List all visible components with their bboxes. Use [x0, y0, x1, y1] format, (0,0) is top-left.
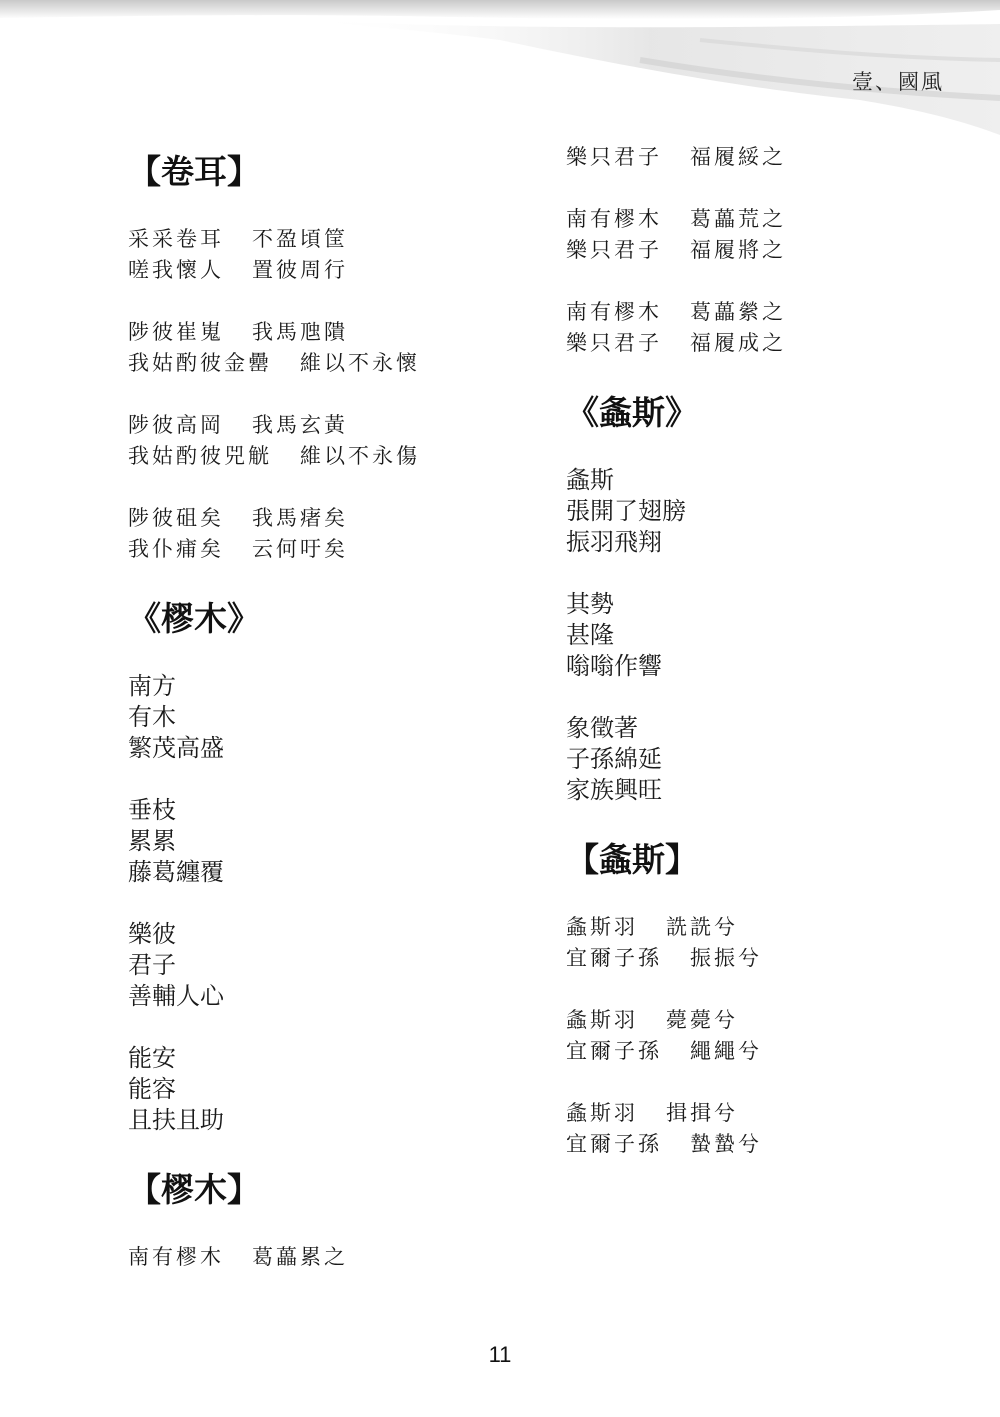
- verse-line: [128, 317, 528, 348]
- verse-second-half: 不盈頃筐: [252, 227, 348, 251]
- verse-first-half: 螽斯羽: [566, 1101, 638, 1125]
- verse-line: 甚隆: [566, 621, 614, 649]
- poem-title: 【樛木】: [128, 1170, 260, 1209]
- verse-line: 張開了翅膀: [566, 497, 686, 525]
- verse-first-half: 宜爾子孫: [566, 1132, 662, 1156]
- verse-second-half: 福履成之: [690, 331, 786, 355]
- verse-second-half: 蟄蟄兮: [690, 1132, 762, 1156]
- verse-line: 累累: [128, 827, 176, 855]
- verse-second-half: 維以不永傷: [300, 444, 420, 468]
- verse-first-half: 南有樛木: [566, 207, 662, 231]
- verse-first-half: 樂只君子: [566, 331, 662, 355]
- stanza: [566, 297, 966, 359]
- left-column: [128, 142, 528, 1297]
- verse-line: [128, 255, 528, 286]
- verse-line: 能安: [128, 1044, 176, 1072]
- verse-first-half: 我姑酌彼金罍: [128, 351, 272, 375]
- verse-first-half: 南有樛木: [566, 300, 662, 324]
- verse-first-half: 樂只君子: [566, 145, 662, 169]
- stanza: [128, 795, 528, 888]
- stanza: [566, 1098, 966, 1160]
- verse-second-half: 云何吁矣: [252, 537, 348, 561]
- verse-line: 有木: [128, 703, 176, 731]
- verse-line: [128, 534, 528, 565]
- verse-second-half: 葛藟荒之: [690, 207, 786, 231]
- poem-title: 《螽斯》: [566, 393, 698, 432]
- stanza: [566, 589, 966, 682]
- stanza: [566, 465, 966, 558]
- verse-second-half: 福履將之: [690, 238, 786, 262]
- verse-second-half: 福履綏之: [690, 145, 786, 169]
- stanza: [128, 1043, 528, 1136]
- verse-line: 能容: [128, 1075, 176, 1103]
- verse-line: 繁茂高盛: [128, 734, 224, 762]
- verse-line: [566, 1129, 966, 1160]
- verse-second-half: 繩繩兮: [690, 1039, 762, 1063]
- verse-line: 嗡嗡作響: [566, 652, 662, 680]
- poem-block: [566, 383, 966, 830]
- verse-line: [566, 142, 966, 173]
- poem-block: [128, 1160, 528, 1297]
- verse-line: 藤葛纏覆: [128, 858, 224, 886]
- stanza: [128, 224, 528, 286]
- verse-second-half: 詵詵兮: [666, 915, 738, 939]
- verse-first-half: 我仆痡矣: [128, 537, 224, 561]
- poem-block: [566, 830, 966, 1184]
- verse-second-half: 振振兮: [690, 946, 762, 970]
- poem-block: [128, 589, 528, 1160]
- verse-line: [566, 328, 966, 359]
- verse-second-half: 薨薨兮: [666, 1008, 738, 1032]
- running-head: 壹、國風: [852, 70, 944, 94]
- verse-first-half: 我姑酌彼兕觥: [128, 444, 272, 468]
- verse-line: 象徵著: [566, 714, 638, 742]
- verse-line: 善輔人心: [128, 982, 224, 1010]
- verse-line: [128, 224, 528, 255]
- verse-line: [128, 410, 528, 441]
- verse-first-half: 南有樛木: [128, 1245, 224, 1269]
- stanza: [566, 1005, 966, 1067]
- verse-first-half: 宜爾子孫: [566, 946, 662, 970]
- verse-first-half: 螽斯羽: [566, 1008, 638, 1032]
- verse-second-half: 揖揖兮: [666, 1101, 738, 1125]
- verse-line: 振羽飛翔: [566, 528, 662, 556]
- verse-second-half: 維以不永懷: [300, 351, 420, 375]
- verse-line: [128, 1242, 528, 1273]
- verse-line: 且扶且助: [128, 1106, 224, 1134]
- verse-line: [128, 441, 528, 472]
- verse-line: 其勢: [566, 590, 614, 618]
- stanza: [128, 503, 528, 565]
- verse-first-half: 螽斯羽: [566, 915, 638, 939]
- verse-line: 南方: [128, 672, 176, 700]
- stanza: [566, 142, 966, 173]
- stanza: [566, 204, 966, 266]
- page-number: 11: [488, 1342, 512, 1367]
- verse-first-half: 樂只君子: [566, 238, 662, 262]
- poem-title: 【卷耳】: [128, 152, 260, 191]
- stanza: [566, 713, 966, 806]
- verse-line: 子孫綿延: [566, 745, 662, 773]
- right-column: [566, 142, 966, 1184]
- verse-first-half: 陟彼高岡: [128, 413, 224, 437]
- brush-stroke-decoration: [0, 0, 1000, 140]
- verse-first-half: 采采卷耳: [128, 227, 224, 251]
- verse-second-half: 置彼周行: [252, 258, 348, 282]
- verse-line: [566, 204, 966, 235]
- poem-block: [128, 142, 528, 589]
- verse-line: 螽斯: [566, 466, 614, 494]
- verse-first-half: 陟彼崔嵬: [128, 320, 224, 344]
- verse-line: [566, 235, 966, 266]
- verse-line: 家族興旺: [566, 776, 662, 804]
- verse-first-half: 宜爾子孫: [566, 1039, 662, 1063]
- verse-second-half: 我馬玄黃: [252, 413, 348, 437]
- stanza: [128, 1242, 528, 1273]
- verse-line: 君子: [128, 951, 176, 979]
- verse-line: 樂彼: [128, 920, 176, 948]
- verse-second-half: 我馬瘏矣: [252, 506, 348, 530]
- verse-line: [566, 943, 966, 974]
- verse-line: [566, 912, 966, 943]
- verse-line: [128, 348, 528, 379]
- stanza: [566, 912, 966, 974]
- verse-line: [566, 1005, 966, 1036]
- verse-line: [566, 1098, 966, 1129]
- verse-line: 垂枝: [128, 796, 176, 824]
- stanza: [128, 410, 528, 472]
- verse-line: [566, 297, 966, 328]
- verse-second-half: 葛藟累之: [252, 1245, 348, 1269]
- verse-second-half: 葛藟縈之: [690, 300, 786, 324]
- verse-first-half: 陟彼砠矣: [128, 506, 224, 530]
- verse-first-half: 嗟我懷人: [128, 258, 224, 282]
- poem-title: 《樛木》: [128, 599, 260, 638]
- stanza: [128, 671, 528, 764]
- stanza: [128, 919, 528, 1012]
- poem-title: 【螽斯】: [566, 840, 698, 879]
- poem-block: [566, 142, 966, 383]
- stanza: [128, 317, 528, 379]
- verse-line: [128, 503, 528, 534]
- verse-second-half: 我馬虺隤: [252, 320, 348, 344]
- verse-line: [566, 1036, 966, 1067]
